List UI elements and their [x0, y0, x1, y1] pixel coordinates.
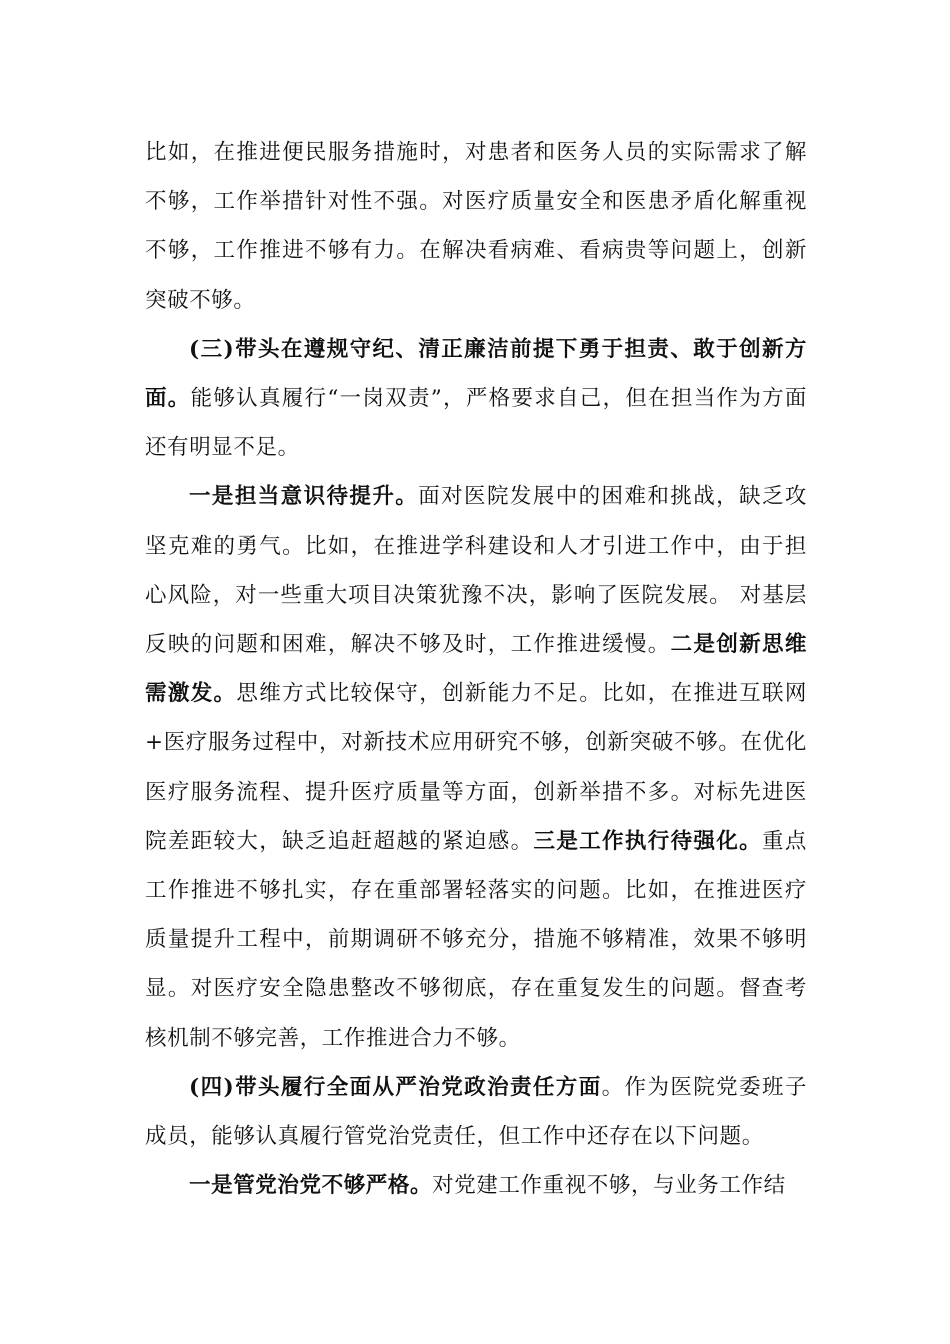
paragraph-2	[145, 325, 807, 473]
point-3-heading: 三是工作执行待强化。	[533, 828, 763, 854]
paragraph-5	[145, 1161, 807, 1210]
paragraph-1	[145, 128, 807, 325]
point-1-heading: 一是担当意识待提升。	[189, 484, 419, 510]
point-2-heading: 二是创新思维需激发。	[145, 632, 807, 707]
section-3-heading: (三)带头在遵规守纪、清正廉洁前提下勇于担责、敢于创新方面。	[145, 336, 807, 412]
point-2-text: 思维方式比较保守，创新能力不足。比如，在推进互联网+医疗服务过程中，对新技术应用研究不够，创新突破不够。在优化医疗服务流程、提升医疗质量等方面，创新举措不多。对标先进医院差距较大，缺乏追赶超越的紧迫感。	[145, 681, 807, 854]
paragraph-5-text: 对党建工作重视不够，与业务工作结	[432, 1173, 786, 1199]
paragraph-4	[145, 1063, 807, 1161]
paragraph-3	[145, 472, 807, 1062]
section-4-point-1-heading: 一是管党治党不够严格。	[189, 1173, 433, 1199]
point-3-text: 重点工作推进不够扎实，存在重部署轻落实的问题。比如，在推进医疗质量提升工程中，前期调研不够充分，措施不够精准，效果不够明显。对医疗安全隐患整改不够彻底，存在重复发生的问题。督查考核机制不够完善，工作推进合力不够。	[145, 828, 807, 1051]
paragraph-1-text: 比如，在推进便民服务措施时，对患者和医务人员的实际需求了解不够，工作举措针对性不强。对医疗质量安全和医患矛盾化解重视不够，工作推进不够有力。在解决看病难、看病贵等问题上，创新突破不够。	[145, 140, 807, 313]
paragraph-2-text: 能够认真履行“一岗双责”，严格要求自己，但在担当作为方面还有明显不足。	[145, 386, 807, 461]
section-4-heading: (四)带头履行全面从严治党政治责任方面	[189, 1074, 602, 1100]
document-page	[145, 128, 807, 1210]
point-1-text: 面对医院发展中的困难和挑战，缺乏攻坚克难的勇气。比如，在推进学科建设和人才引进工作中，由于担心风险，对一些重大项目决策犹豫不决，影响了医院发展。 对基层反映的问题和困难，解决不够及时，工作推进缓慢。	[145, 484, 807, 658]
paragraph-4-text: 。作为医院党委班子成员，能够认真履行管党治党责任，但工作中还存在以下问题。	[145, 1074, 807, 1150]
